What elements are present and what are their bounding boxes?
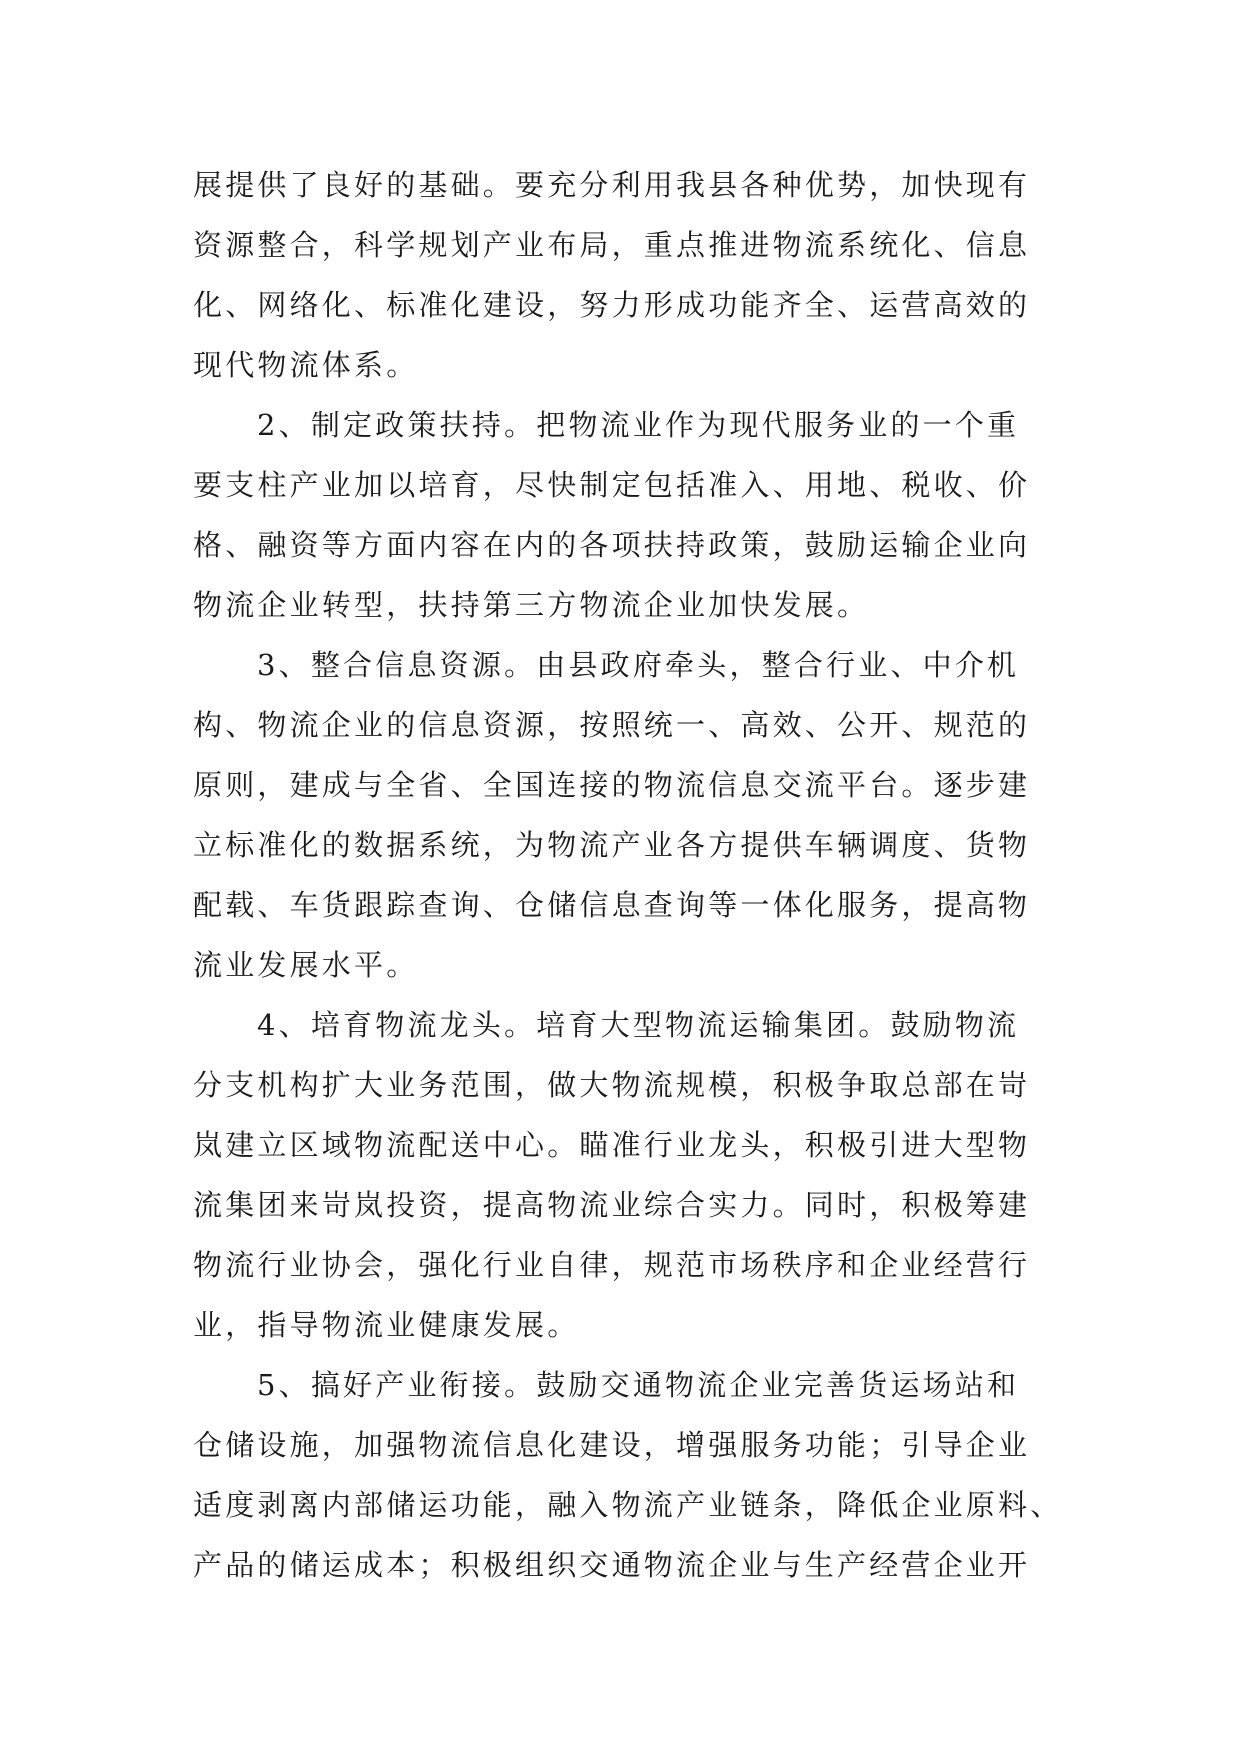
- text-line: 产品的储运成本；积极组织交通物流企业与生产经营企业开: [193, 1548, 1031, 1582]
- text-line: 2、制定政策扶持。把物流业作为现代服务业的一个重: [257, 408, 1020, 442]
- text-line: 立标准化的数据系统，为物流产业各方提供车辆调度、货物: [193, 828, 1031, 862]
- text-line: 格、融资等方面内容在内的各项扶持政策，鼓励运输企业向: [193, 528, 1031, 562]
- text-line: 分支机构扩大业务范围，做大物流规模，积极争取总部在岢: [193, 1068, 1031, 1102]
- text-line: 构、物流企业的信息资源，按照统一、高效、公开、规范的: [193, 708, 1031, 742]
- text-line: 物流企业转型，扶持第三方物流企业加快发展。: [193, 588, 870, 622]
- text-line: 资源整合，科学规划产业布局，重点推进物流系统化、信息: [193, 228, 1031, 262]
- paragraph: [193, 395, 1053, 635]
- paragraph: [193, 635, 1053, 995]
- text-line: 仓储设施，加强物流信息化建设，增强服务功能；引导企业: [193, 1428, 1031, 1462]
- text-line: 展提供了良好的基础。要充分利用我县各种优势，加快现有: [193, 168, 1031, 202]
- text-line: 5、搞好产业衔接。鼓励交通物流企业完善货运场站和: [257, 1368, 1020, 1402]
- text-line: 流集团来岢岚投资，提高物流业综合实力。同时，积极筹建: [193, 1188, 1031, 1222]
- body-text: [193, 155, 1063, 1595]
- paragraph: [193, 1355, 1063, 1595]
- text-line: 配载、车货跟踪查询、仓储信息查询等一体化服务，提高物: [193, 888, 1031, 922]
- paragraph: [193, 155, 1053, 395]
- text-line: 现代物流体系。: [193, 348, 419, 382]
- text-line: 流业发展水平。: [193, 948, 419, 982]
- text-line: 4、培育物流龙头。培育大型物流运输集团。鼓励物流: [257, 1008, 1020, 1042]
- text-line: 适度剥离内部储运功能，融入物流产业链条，降低企业原料、: [193, 1488, 1063, 1522]
- text-line: 业，指导物流业健康发展。: [193, 1308, 580, 1342]
- text-line: 岚建立区域物流配送中心。瞄准行业龙头，积极引进大型物: [193, 1128, 1031, 1162]
- text-line: 化、网络化、标准化建设，努力形成功能齐全、运营高效的: [193, 288, 1031, 322]
- text-line: 物流行业协会，强化行业自律，规范市场秩序和企业经营行: [193, 1248, 1031, 1282]
- text-line: 要支柱产业加以培育，尽快制定包括准入、用地、税收、价: [193, 468, 1031, 502]
- text-line: 3、整合信息资源。由县政府牵头，整合行业、中介机: [257, 648, 1020, 682]
- paragraph: [193, 995, 1053, 1355]
- text-line: 原则，建成与全省、全国连接的物流信息交流平台。逐步建: [193, 768, 1031, 802]
